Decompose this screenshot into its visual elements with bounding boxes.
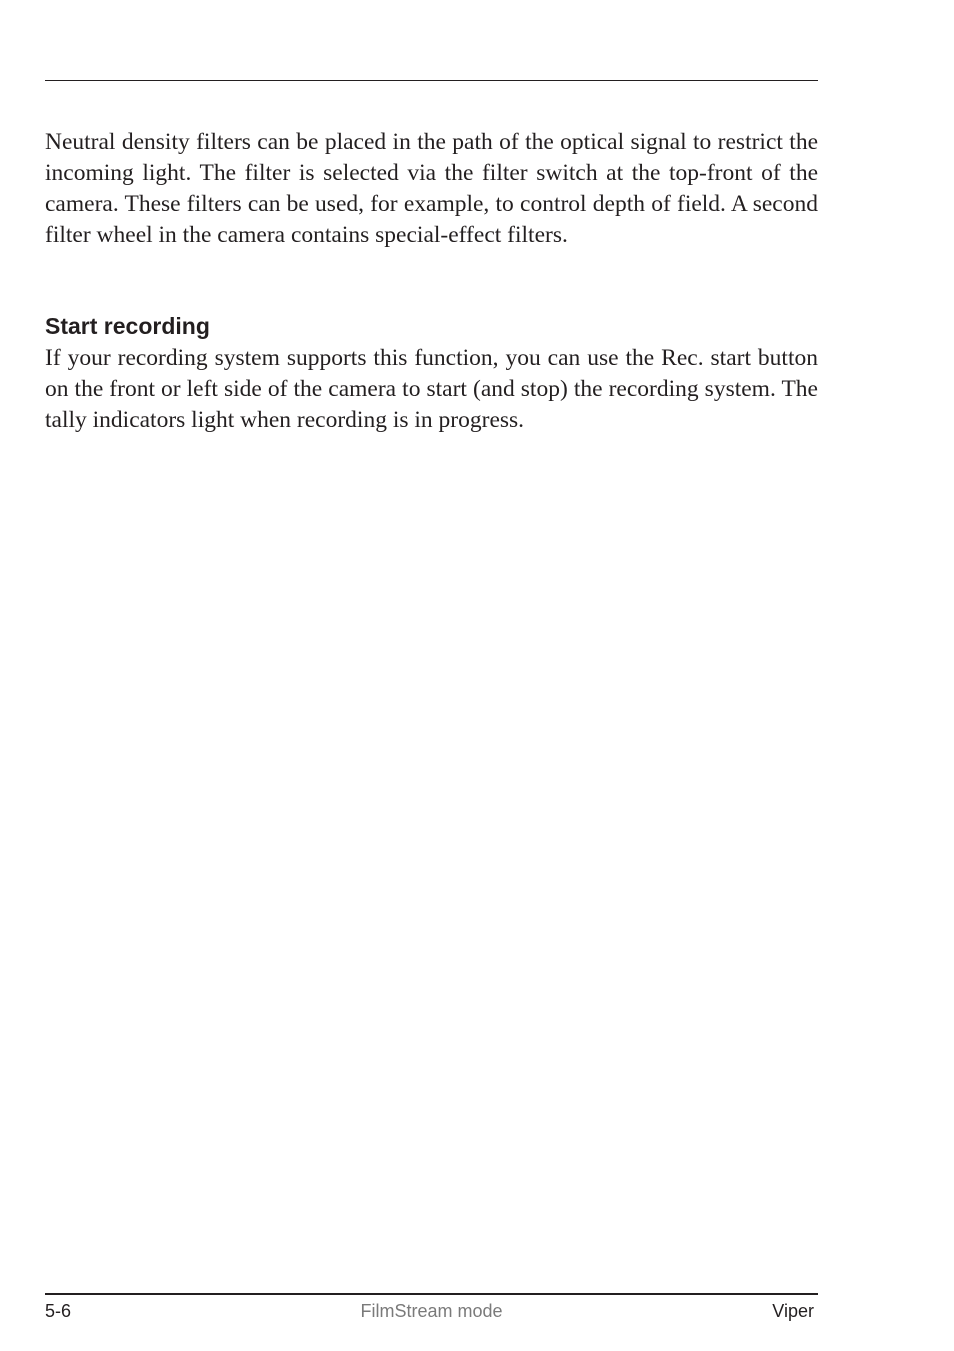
header-rule	[45, 80, 818, 81]
product-name: Viper	[772, 1301, 814, 1321]
start-recording-paragraph: If your recording system supports this function, you can use the Rec. start button on the front or left side of the camera to start (and stop) the recording system. The tally indicators light when recording is in progress.	[45, 345, 818, 433]
footer-rule	[45, 1293, 818, 1295]
section-heading: Start recording	[45, 313, 210, 339]
chapter-title: FilmStream mode	[360, 1301, 503, 1321]
page-number: 5-6	[45, 1301, 72, 1321]
intro-paragraph: Neutral density filters can be placed in the path of the optical signal to restrict the incoming light. The filter is selected via the filter switch at the top-front of the camera. These filters can be used, for example, to control depth of field. A second filter wheel in the camera contains special-effect filters.	[45, 129, 818, 248]
